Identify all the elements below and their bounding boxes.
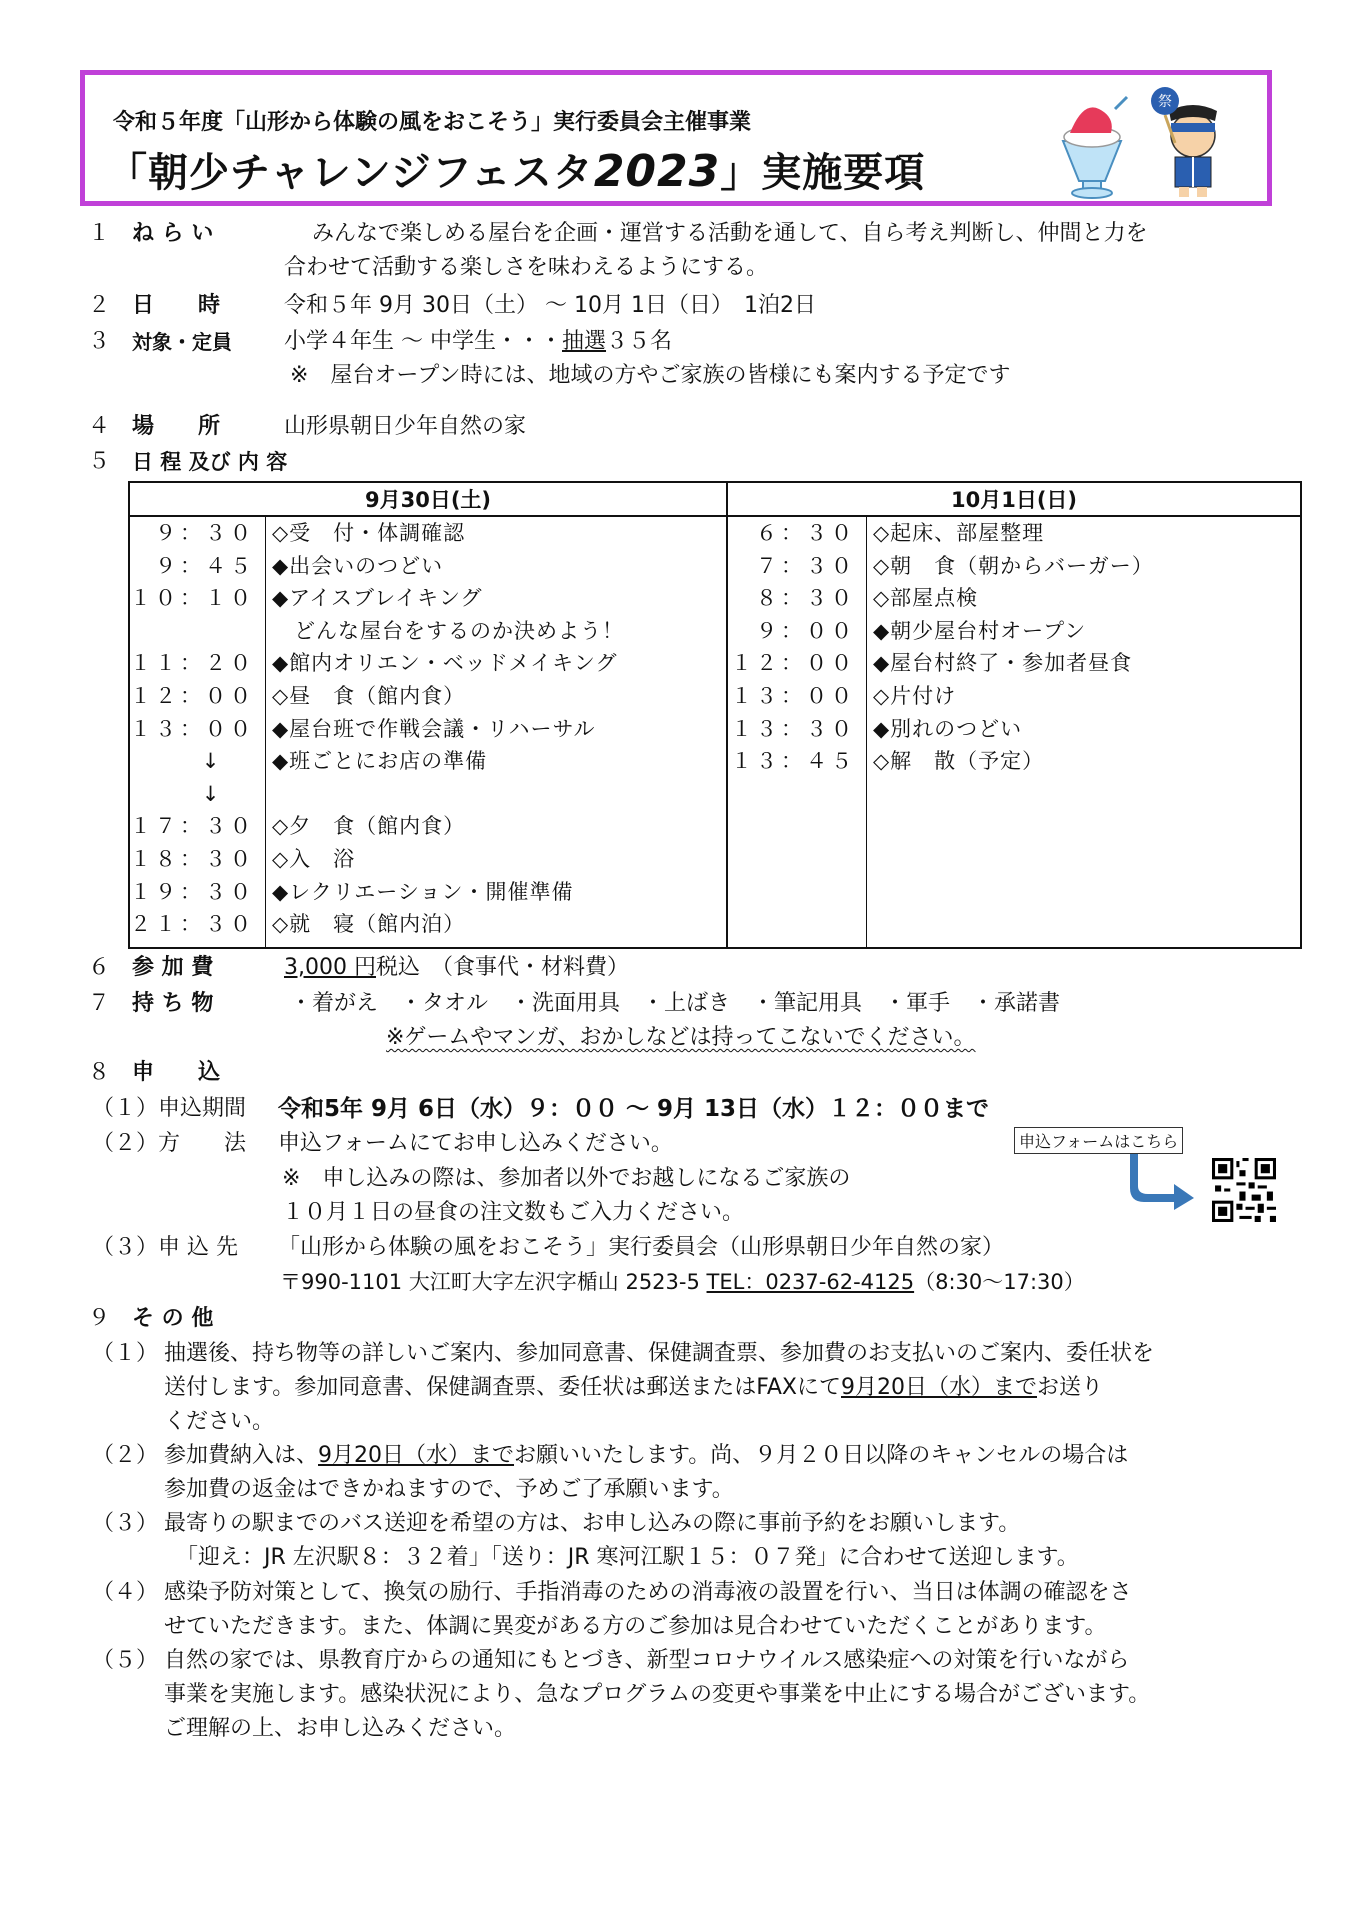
day1-activity: ◆館内オリエン・ベッドメイキング <box>272 651 618 676</box>
day2-time: ７：３０ <box>756 553 856 578</box>
contact <box>280 1267 1085 1297</box>
day2-header: 10月1日(日) <box>727 482 1301 516</box>
qr-label: 申込フォームはこちら <box>1014 1127 1183 1154</box>
day2-time: １２：００ <box>731 651 856 676</box>
address: 〒990-1101 大江町大字左沢字楯山 2523-5 <box>280 1270 700 1294</box>
section-2-label: 日 時 <box>132 293 221 318</box>
day1-time: １１：２０ <box>130 651 255 676</box>
items-note: ※ゲームやマンガ、おかしなどは持ってこないでください。 <box>386 1025 976 1050</box>
eligibility <box>284 327 672 357</box>
apply-period-label: （１）申込期間 <box>92 1096 247 1121</box>
other-2-line1-post: お願いいたします。尚、９月２０日以降のキャンセルの場合は <box>514 1443 1129 1468</box>
day1-time: １７：３０ <box>130 814 255 839</box>
section-7-number: ７ <box>88 991 111 1016</box>
section-4-number: ４ <box>88 414 111 439</box>
day2-activity: ◆朝少屋台村オープン <box>873 618 1087 643</box>
day1-activity: ◇入 浴 <box>272 846 356 871</box>
day1-activity: ◇夕 食（館内食） <box>272 814 466 839</box>
section-4-label: 場 所 <box>132 414 221 439</box>
day1-activity: ◇昼 食（館内食） <box>272 683 466 708</box>
other-5-line2: 事業を実施します。感染状況により、急なプログラムの変更や事業を中止にする場合がございます。 <box>164 1682 1151 1707</box>
day1-time: １３：００ <box>130 716 255 741</box>
other-5-number: （５） <box>92 1648 159 1673</box>
other-1-line2-pre: 送付します。参加同意書、保健調査票、委任状は郵送またはFAXにて <box>164 1375 841 1400</box>
section-7-label: 持 ち 物 <box>132 991 214 1016</box>
items-list: ・着がえ ・タオル ・洗面用具 ・上ばき ・筆記用具 ・軍手 ・承諾書 <box>290 991 1061 1016</box>
eligibility-pre: 小学４年生 ～ 中学生・・・ <box>284 329 562 354</box>
other-5-line3: ご理解の上、お申し込みください。 <box>164 1716 517 1741</box>
day1-time: ９：４５ <box>155 553 255 578</box>
section-1-number: １ <box>88 221 111 246</box>
header-subtitle: 令和５年度「山形から体験の風をおこそう」実行委員会主催事業 <box>113 110 752 135</box>
day1-time: ２１：３０ <box>130 912 255 937</box>
day1-activity <box>266 778 726 811</box>
day1-activity: ◆レクリエーション・開催準備 <box>272 879 574 904</box>
other-3-number: （３） <box>92 1511 159 1536</box>
apply-note-1: ※ 申し込みの際は、参加者以外でお越しになるご家族の <box>282 1166 851 1191</box>
section-9-label: そ の 他 <box>132 1306 214 1331</box>
day2-time: ８：３０ <box>756 586 856 611</box>
title-year: 2023 <box>593 146 721 197</box>
other-1-line2-post: お送り <box>1037 1375 1104 1400</box>
apply-to: 「山形から体験の風をおこそう」実行委員会（山形県朝日少年自然の家） <box>278 1235 1005 1260</box>
arrow-icon <box>1130 1150 1200 1210</box>
apply-period: 令和5年 9月 6日（水）９：００ ～ 9月 13日（水）１２：００まで <box>278 1096 990 1122</box>
other-1-line2 <box>164 1373 1103 1403</box>
day1-time: １０：１０ <box>130 586 255 611</box>
day2-activity: ◆屋台村終了・参加者昼食 <box>873 651 1133 676</box>
day2-time: ９：００ <box>756 618 856 643</box>
day1-times <box>129 516 266 948</box>
section-8-number: ８ <box>88 1060 111 1085</box>
day1-time: ↓ <box>201 781 224 806</box>
day2-activity: ◇片付け <box>873 683 957 708</box>
section-5-number: ５ <box>88 449 111 474</box>
day1-header: 9月30日(土) <box>129 482 727 516</box>
section-2-number: ２ <box>88 293 111 318</box>
phone: TEL：0237-62-4125 <box>706 1270 915 1294</box>
day2-time: １３：３０ <box>731 716 856 741</box>
section-1-line1: みんなで楽しめる屋台を企画・運営する活動を通して、自ら考え判断し、仲間と力を <box>312 221 1148 246</box>
venue: 山形県朝日少年自然の家 <box>284 414 527 439</box>
day2-activity: ◇朝 食（朝からバーガー） <box>873 553 1154 578</box>
day1-activity: ◇就 寝（館内泊） <box>272 912 466 937</box>
other-4-number: （４） <box>92 1580 159 1605</box>
section-9-number: ９ <box>88 1306 111 1331</box>
day1-activity: ◆屋台班で作戦会議・リハーサル <box>272 716 596 741</box>
day1-activity: どんな屋台をするのか決めよう！ <box>272 618 624 643</box>
apply-note-2: １０月１日の昼食の注文数もご入力ください。 <box>282 1200 745 1225</box>
day1-time: １８：３０ <box>130 846 255 871</box>
day1-activities <box>266 516 728 948</box>
festival-illustration <box>1043 81 1243 201</box>
day1-time: ↓ <box>201 749 224 774</box>
day2-activity: ◇部屋点検 <box>873 586 979 611</box>
day1-time <box>130 615 265 648</box>
other-1-line1: 抽選後、持ち物等の詳しいご案内、参加同意書、保健調査票、参加費のお支払いのご案内、委任状を <box>164 1341 1155 1366</box>
section-5-label: 日 程 及び 内 容 <box>132 450 288 474</box>
day1-time: １２：００ <box>130 683 255 708</box>
other-2-line1-pre: 参加費納入は、 <box>164 1443 319 1468</box>
hours: （8:30～17:30） <box>914 1270 1085 1294</box>
section-8-label: 申 込 <box>132 1060 221 1085</box>
shaved-ice-icon <box>1063 97 1127 198</box>
event-dates: 令和５年 9月 30日（土） ～ 10月 1日（日） 1泊2日 <box>284 293 816 318</box>
fee <box>284 953 629 983</box>
section-6-number: ６ <box>88 955 111 980</box>
apply-to-label: （３）申 込 先 <box>92 1235 238 1260</box>
title-post: 」実施要項 <box>720 150 926 196</box>
other-4-line2: せていただきます。また、体調に異変がある方のご参加は見合わせていただくことがあります。 <box>164 1614 1107 1639</box>
day2-activities <box>867 516 1302 948</box>
day2-times <box>727 516 867 948</box>
day1-time: ９：３０ <box>155 521 255 545</box>
other-2-line1 <box>164 1441 1128 1471</box>
day2-activity: ◇解 散（予定） <box>873 749 1045 774</box>
section-1-label: ね ら い <box>132 221 214 246</box>
other-3-line2: 「迎え：JR 左沢駅８：３２着」「送り：JR 寒河江駅１５：０７発」に合わせて送迎します。 <box>176 1545 1079 1570</box>
other-3-line1: 最寄りの駅までのバス送迎を希望の方は、お申し込みの際に事前予約をお願いします。 <box>164 1511 1021 1536</box>
eligibility-lottery: 抽選 <box>562 329 607 354</box>
section-1-line2: 合わせて活動する楽しさを味わえるようにする。 <box>284 255 769 280</box>
day1-time: １９：３０ <box>130 879 255 904</box>
other-1-deadline: 9月20日（水）まで <box>841 1375 1037 1400</box>
title-pre: 「朝少チャレンジフェスタ <box>107 150 594 196</box>
day1-activity: ◇受 付・体調確認 <box>272 521 466 545</box>
other-1-line3: ください。 <box>164 1409 275 1434</box>
day2-activity: ◆別れのつどい <box>873 716 1023 741</box>
qr-code[interactable] <box>1212 1158 1276 1222</box>
other-4-line1: 感染予防対策として、換気の励行、手指消毒のための消毒液の設置を行い、当日は体調の確認をさ <box>164 1580 1132 1605</box>
section-3-label: 対象・定員 <box>132 330 232 354</box>
other-2-deadline: 9月20日（水）まで <box>318 1443 515 1468</box>
other-5-line1: 自然の家では、県教育庁からの通知にもとづき、新型コロナウイルス感染症への対策を行いながら <box>164 1648 1130 1673</box>
eligibility-note: ※ 屋台オープン時には、地域の方やご家族の皆様にも案内する予定です <box>290 363 1011 388</box>
day1-activity: ◆出会いのつどい <box>272 553 444 578</box>
day1-activity: ◆アイスブレイキング <box>272 586 483 611</box>
other-2-number: （２） <box>92 1443 159 1468</box>
other-1-number: （１） <box>92 1341 159 1366</box>
festival-person-icon <box>1151 87 1217 197</box>
svg-text:祭: 祭 <box>1158 94 1172 110</box>
other-2-line2: 参加費の返金はできかねますので、予めご了承願います。 <box>164 1477 734 1502</box>
header-box <box>80 70 1272 206</box>
day2-time: １３：４５ <box>731 749 856 774</box>
fee-rest: 税込 （食事代・材料費） <box>375 955 629 980</box>
section-6-label: 参 加 費 <box>132 955 214 980</box>
page-title <box>107 141 925 198</box>
day1-activity: ◆班ごとにお店の準備 <box>272 749 488 774</box>
day2-activity: ◇起床、部屋整理 <box>873 521 1045 545</box>
eligibility-post: ３５名 <box>606 329 673 354</box>
apply-method-label: （２）方 法 <box>92 1131 247 1156</box>
day2-time: １３：００ <box>731 683 856 708</box>
section-3-number: ３ <box>88 329 111 354</box>
schedule-table <box>128 481 1302 949</box>
day2-time: ６：３０ <box>756 521 856 545</box>
apply-method: 申込フォームにてお申し込みください。 <box>278 1131 673 1156</box>
fee-amount: 3,000 円 <box>284 955 376 980</box>
